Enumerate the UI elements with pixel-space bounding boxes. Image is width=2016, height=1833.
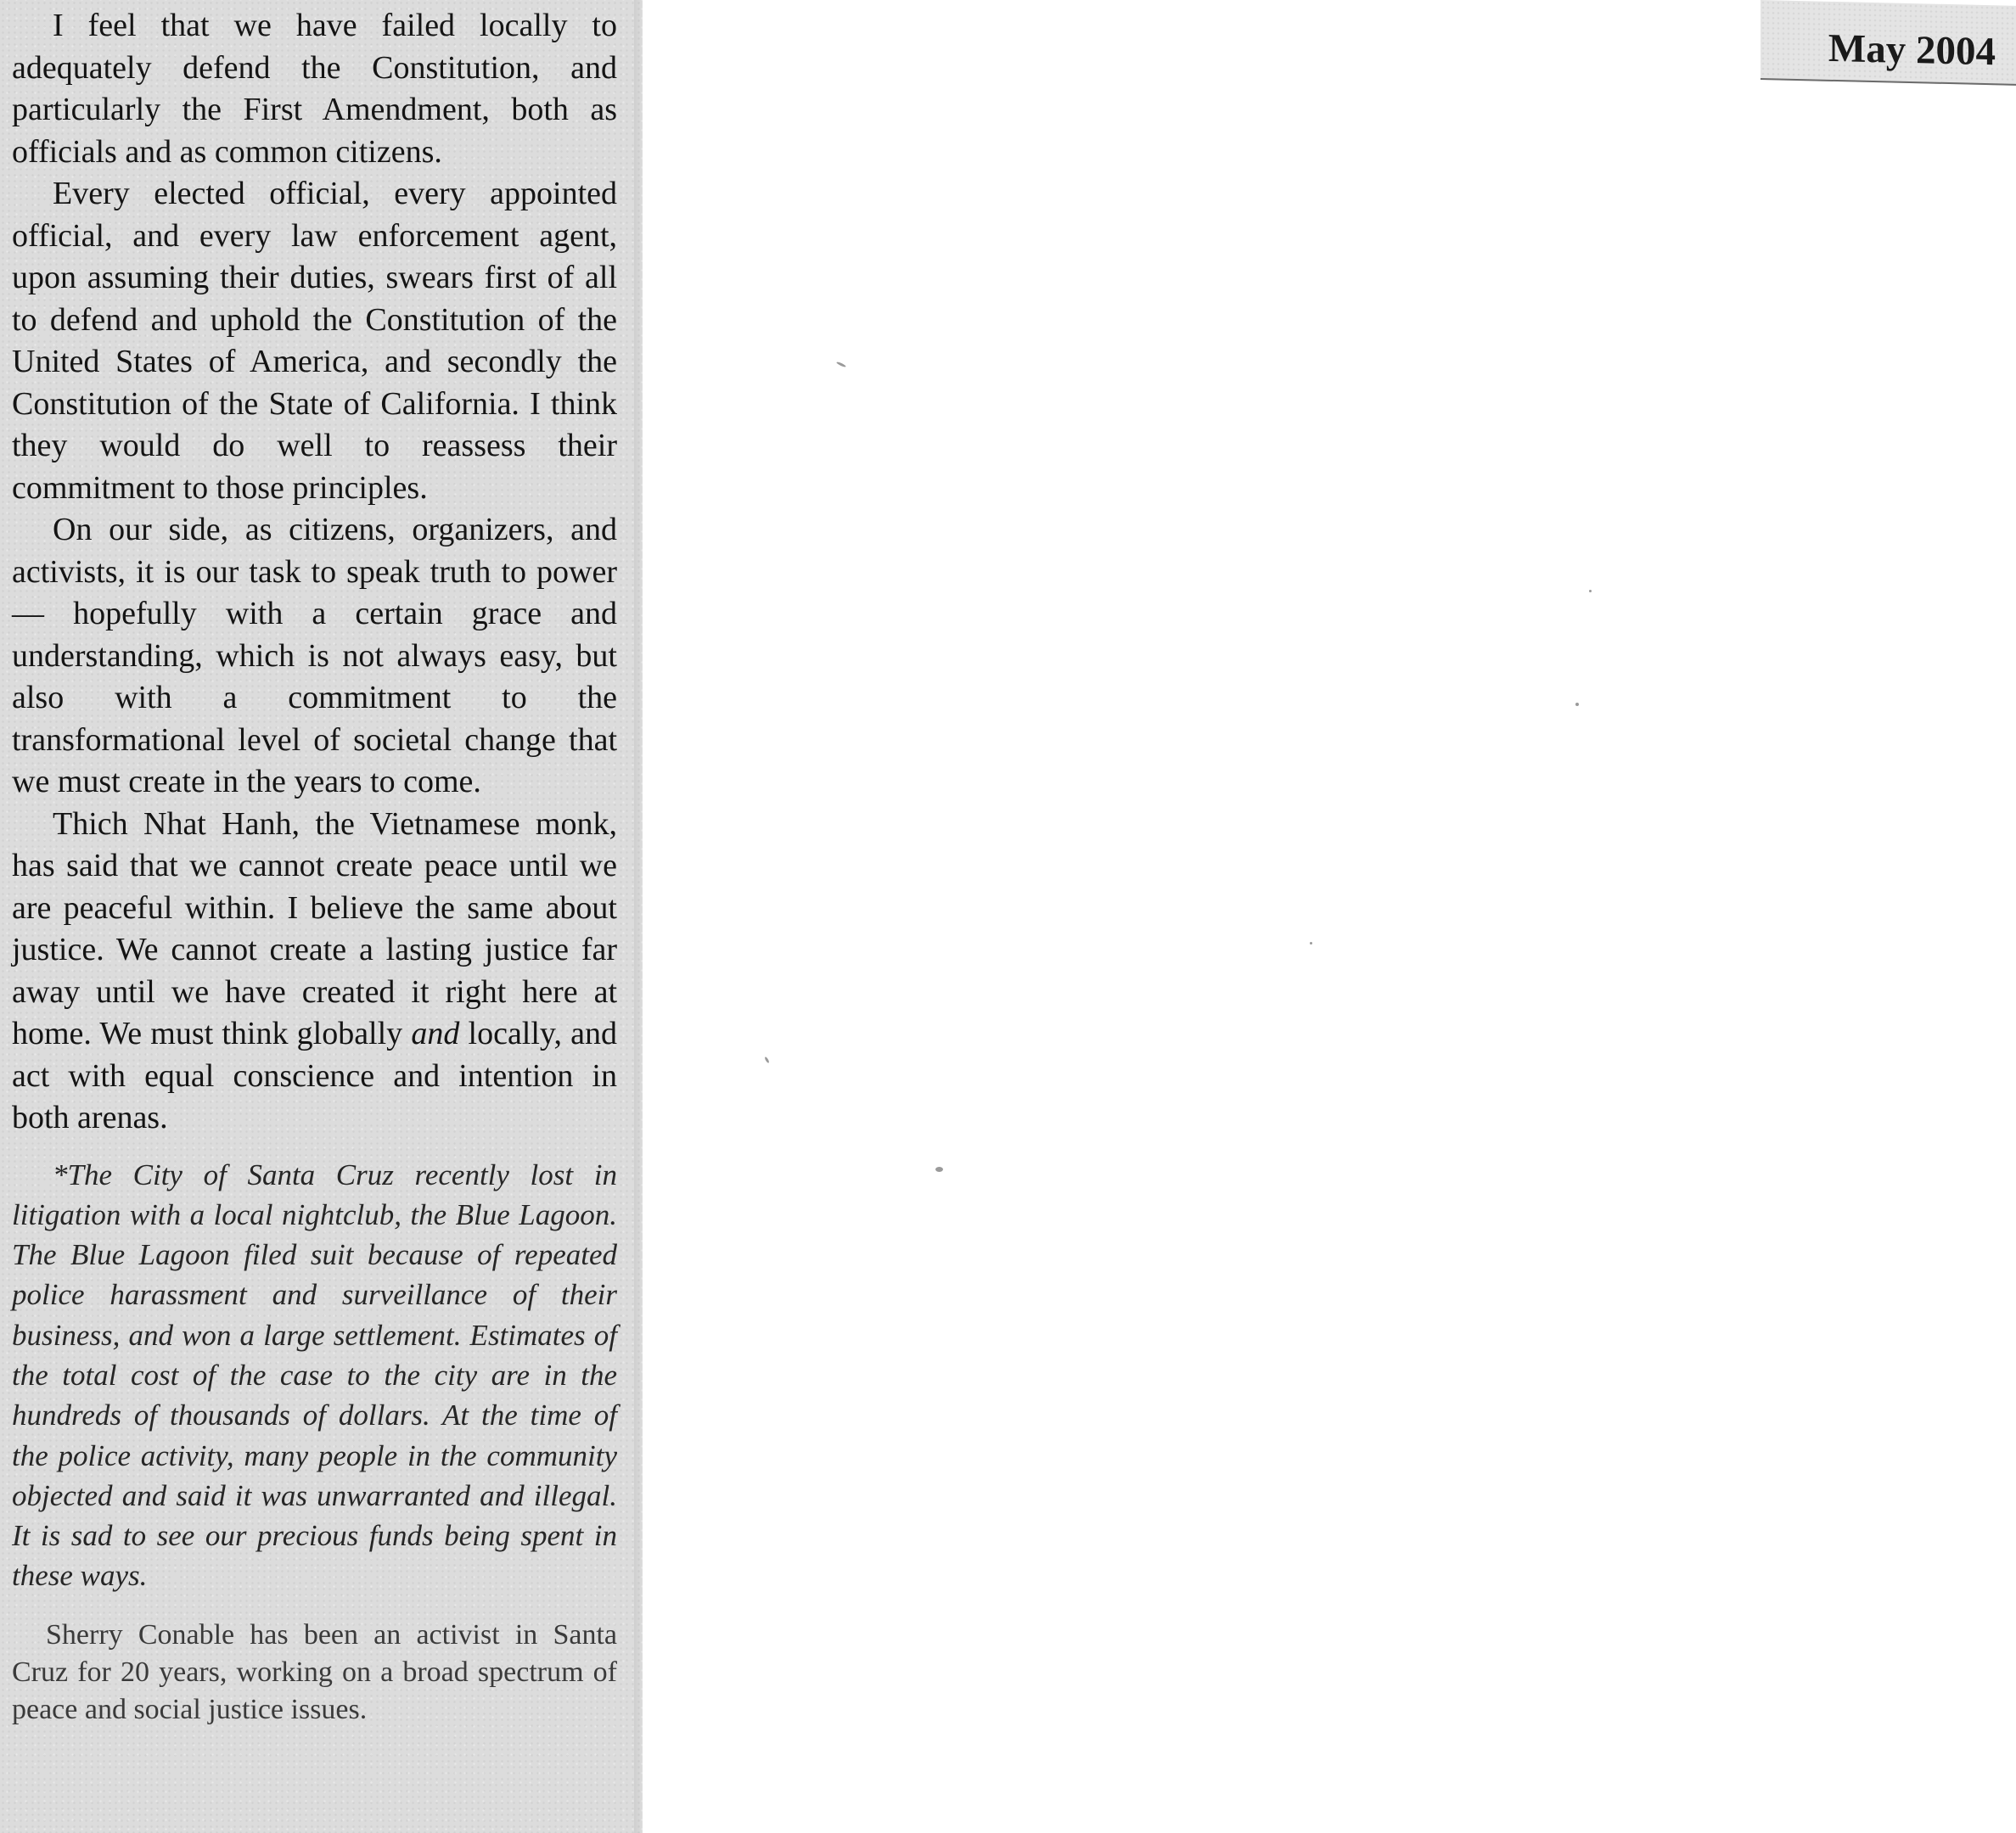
scan-speck xyxy=(1589,590,1592,592)
paragraph-text: Thich Nhat Hanh, the Vietnamese monk, has said that we cannot create peace until we are peaceful within. I believe the same about justice. We cannot create a lasting justice far away until we have created it right here at home. We must think globally xyxy=(12,805,617,1051)
scan-speck xyxy=(935,1167,943,1172)
author-bio: Sherry Conable has been an activist in Santa Cruz for 20 years, working on a broad spectrum of peace and social justice issues. xyxy=(12,1618,617,1725)
scan-speck xyxy=(1310,942,1312,945)
scan-speck xyxy=(1575,703,1579,706)
date-label: May 2004 xyxy=(1828,25,1996,75)
paragraph-text: locally, and act with equal conscience and intention in both arenas. xyxy=(12,1016,617,1135)
newspaper-clipping xyxy=(0,0,643,1833)
article-paragraph: Every elected official, every appointed official, and every law enforcement agent, upon assuming their duties, swears first of all to defend and uphold the Constitution of the United States of America, and secondly the Constitution of the State of California. I think they would do well to reassess their commitment to those principles. xyxy=(12,176,617,506)
article-paragraph: On our side, as citizens, organizers, and activists, it is our task to speak truth to power — hopefully with a certain grace and understanding, which is not always easy, but also with a commitment to the transformational level of societal change that we must create in the years to come. xyxy=(12,512,617,799)
article-paragraph: I feel that we have failed locally to adequately defend the Constitution, and particularly the First Amendment, both as officials and as common citizens. xyxy=(12,8,617,170)
scan-speck xyxy=(764,1057,770,1063)
scan-speck xyxy=(836,362,846,368)
article-paragraph-thich-nhat-hanh xyxy=(12,804,617,1140)
emphasis-text: and xyxy=(411,1016,460,1051)
date-clipping xyxy=(1760,0,2016,86)
footnote: *The City of Santa Cruz recently lost in litigation with a local nightclub, the Blue Lagoon. The Blue Lagoon filed suit because of repeated police harassment and surveillance of their business, and won a large settlement. Estimates of the total cost of the case to the city are in the hundreds of thousands of dollars. At the time of the police activity, many people in the community objected and said it was unwarranted and illegal. It is sad to see our precious funds being spent in these ways. xyxy=(12,1158,617,1593)
